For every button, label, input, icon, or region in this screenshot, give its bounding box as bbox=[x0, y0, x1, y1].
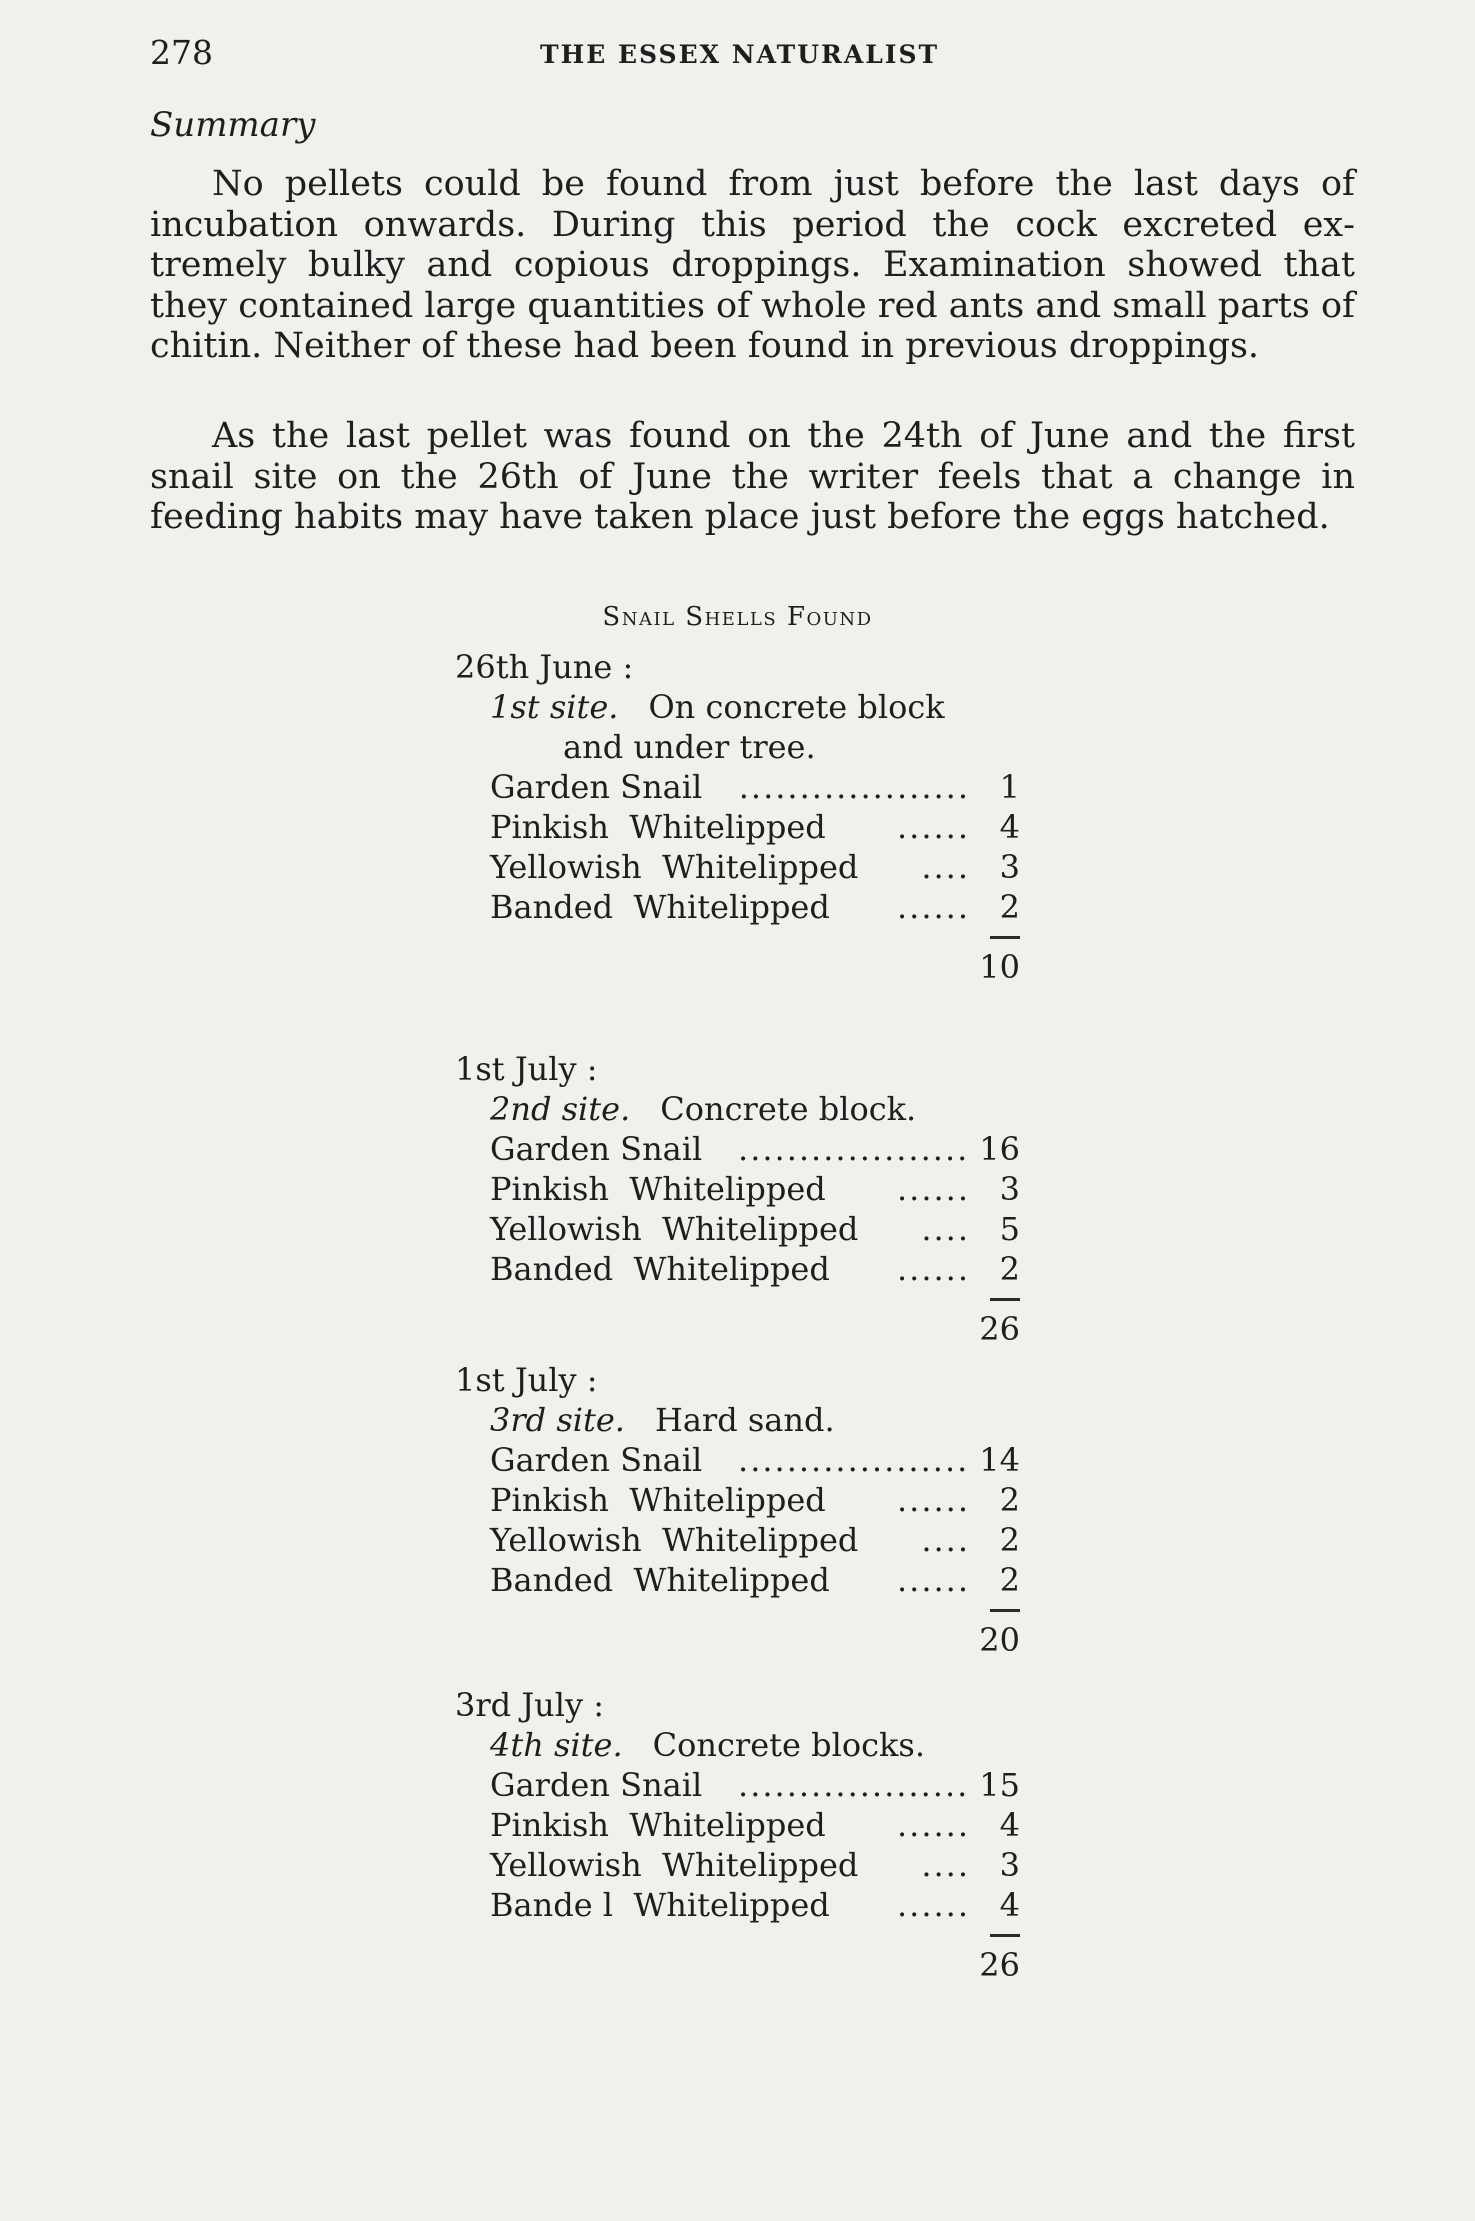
site-line bbox=[490, 1090, 916, 1128]
species-name: Banded Whitelipped bbox=[490, 1561, 830, 1599]
species-name: Garden Snail bbox=[490, 1766, 703, 1804]
table-row bbox=[490, 1170, 1020, 1210]
species-name: Pinkish Whitelipped bbox=[490, 1170, 826, 1208]
shell-count: 1 bbox=[999, 768, 1020, 806]
table-row bbox=[490, 1521, 1020, 1561]
species-name: Yellowish Whitelipped bbox=[490, 1210, 859, 1248]
table-row bbox=[490, 1250, 1020, 1290]
site-location: Concrete blocks. bbox=[652, 1726, 925, 1764]
table-row bbox=[490, 1481, 1020, 1521]
site-label: 1st site. bbox=[490, 688, 619, 726]
leader-dots: .... bbox=[921, 848, 970, 886]
table-row bbox=[490, 1886, 1020, 1926]
species-name: Garden Snail bbox=[490, 1441, 703, 1479]
site-location-continued: and under tree. bbox=[563, 728, 816, 766]
site-line bbox=[490, 1401, 835, 1439]
species-name: Yellowish Whitelipped bbox=[490, 848, 859, 886]
site-total: 26 bbox=[979, 1946, 1020, 1984]
leader-dots: ................... bbox=[738, 1766, 970, 1804]
total-rule bbox=[990, 1609, 1020, 1612]
shell-count: 4 bbox=[999, 808, 1020, 846]
leader-dots: ...... bbox=[896, 1250, 970, 1288]
shell-count: 2 bbox=[999, 1250, 1020, 1288]
species-name: Garden Snail bbox=[490, 1130, 703, 1168]
table-row bbox=[490, 1766, 1020, 1806]
total-rule bbox=[990, 1298, 1020, 1301]
table-row bbox=[490, 1441, 1020, 1481]
leader-dots: ................... bbox=[738, 1130, 970, 1168]
summary-paragraph-2: As the last pellet was found on the 24th of June and the first snail site on the 26th of June the writer feels that a change in feeding habits may have taken place just before the eggs hatched. bbox=[150, 416, 1355, 537]
site-line bbox=[490, 688, 945, 726]
leader-dots: .... bbox=[921, 1846, 970, 1884]
site-total: 26 bbox=[979, 1310, 1020, 1348]
leader-dots: ...... bbox=[896, 1481, 970, 1519]
table-row bbox=[490, 1846, 1020, 1886]
species-name: Banded Whitelipped bbox=[490, 1250, 830, 1288]
total-rule bbox=[990, 936, 1020, 939]
site-location: Hard sand. bbox=[654, 1401, 835, 1439]
table-row bbox=[490, 888, 1020, 928]
site-label: 3rd site. bbox=[490, 1401, 625, 1439]
leader-dots: .... bbox=[921, 1521, 970, 1559]
leader-dots: ................... bbox=[738, 1441, 970, 1479]
species-name: Garden Snail bbox=[490, 768, 703, 806]
page-number: 278 bbox=[150, 33, 213, 72]
table-row bbox=[490, 848, 1020, 888]
species-name: Yellowish Whitelipped bbox=[490, 1846, 859, 1884]
leader-dots: ...... bbox=[896, 1886, 970, 1924]
shell-count: 16 bbox=[979, 1130, 1020, 1168]
site-date: 26th June : bbox=[455, 648, 634, 686]
site-location: Concrete block. bbox=[660, 1090, 917, 1128]
leader-dots: ...... bbox=[896, 1806, 970, 1844]
table-row bbox=[490, 1561, 1020, 1601]
site-label: 2nd site. bbox=[490, 1090, 631, 1128]
leader-dots: ...... bbox=[896, 888, 970, 926]
table-row bbox=[490, 808, 1020, 848]
site-date: 1st July : bbox=[455, 1361, 598, 1399]
running-title: THE ESSEX NATURALIST bbox=[540, 40, 940, 69]
site-location: On concrete block bbox=[648, 688, 945, 726]
table-title bbox=[0, 602, 1475, 632]
site-total: 10 bbox=[979, 948, 1020, 986]
table-row bbox=[490, 768, 1020, 808]
species-name: Pinkish Whitelipped bbox=[490, 808, 826, 846]
site-label: 4th site. bbox=[490, 1726, 623, 1764]
summary-paragraph-1: No pellets could be found from just before the last days of incubation onwards. During this period the cock excreted extremely bulky and copious droppings. Examination showed that they contained large quantities of whole red ants and small parts of chitin. Neither of these had been found in previous droppings. bbox=[150, 164, 1355, 366]
shell-count: 2 bbox=[999, 1561, 1020, 1599]
site-line bbox=[490, 1726, 925, 1764]
shell-count: 2 bbox=[999, 1481, 1020, 1519]
shell-count: 4 bbox=[999, 1886, 1020, 1924]
species-name: Yellowish Whitelipped bbox=[490, 1521, 859, 1559]
leader-dots: ...... bbox=[896, 808, 970, 846]
leader-dots: ...... bbox=[896, 1561, 970, 1599]
section-heading: Summary bbox=[150, 105, 316, 145]
table-row bbox=[490, 1210, 1020, 1250]
site-date: 1st July : bbox=[455, 1050, 598, 1088]
shell-count: 3 bbox=[999, 1846, 1020, 1884]
shell-count: 2 bbox=[999, 888, 1020, 926]
leader-dots: ................... bbox=[738, 768, 970, 806]
species-name: Pinkish Whitelipped bbox=[490, 1481, 826, 1519]
species-name: Bande l Whitelipped bbox=[490, 1886, 830, 1924]
species-name: Pinkish Whitelipped bbox=[490, 1806, 826, 1844]
total-rule bbox=[990, 1934, 1020, 1937]
shell-count: 14 bbox=[979, 1441, 1020, 1479]
site-total: 20 bbox=[979, 1621, 1020, 1659]
table-row bbox=[490, 1806, 1020, 1846]
leader-dots: ...... bbox=[896, 1170, 970, 1208]
table-title-text: Snail Shells Found bbox=[602, 602, 873, 632]
species-name: Banded Whitelipped bbox=[490, 888, 830, 926]
shell-count: 15 bbox=[979, 1766, 1020, 1804]
shell-count: 2 bbox=[999, 1521, 1020, 1559]
site-date: 3rd July : bbox=[455, 1686, 605, 1724]
shell-count: 5 bbox=[999, 1210, 1020, 1248]
shell-count: 4 bbox=[999, 1806, 1020, 1844]
shell-count: 3 bbox=[999, 848, 1020, 886]
leader-dots: .... bbox=[921, 1210, 970, 1248]
shell-count: 3 bbox=[999, 1170, 1020, 1208]
table-row bbox=[490, 1130, 1020, 1170]
